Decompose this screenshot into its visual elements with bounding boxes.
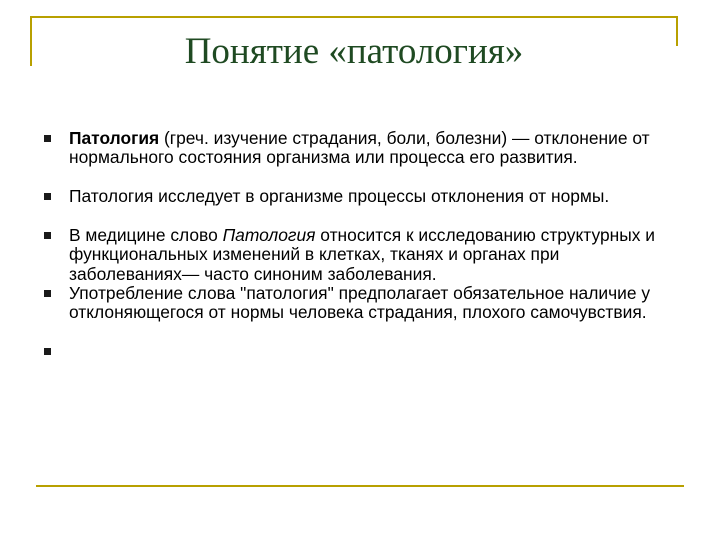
square-bullet-icon [44, 348, 51, 355]
square-bullet-icon [44, 135, 51, 142]
term-pathology: Патология [69, 128, 160, 148]
medicine-term: Патология [222, 225, 316, 245]
bullet-item-empty [44, 342, 664, 361]
bullet-item-definition [44, 129, 664, 187]
bullet-item-medicine [44, 226, 664, 284]
medicine-suffix: относится к исследованию структурных и функциональных изменений в клетках, тканях и органах при заболеваниях— часто синоним заболевания. [69, 225, 655, 284]
medicine-prefix: В медицине слово [69, 225, 223, 245]
frame-bottom-line [36, 485, 684, 487]
definition-text: (греч. изучение страдания, боли, болезни) — отклонение от нормального состояния организма или процесса его развития. [69, 128, 650, 168]
slide-title: Понятие «патология» [184, 31, 524, 72]
square-bullet-icon [44, 290, 51, 297]
bullet-list [44, 129, 664, 361]
bullet-item-usage [44, 284, 664, 342]
usage-text: Употребление слова "патология" предполагает обязательное наличие у отклоняющегося от нормы человека страдания, плохого самочувствия. [69, 283, 651, 323]
study-text: Патология исследует в организме процессы отклонения от нормы. [69, 186, 610, 206]
square-bullet-icon [44, 232, 51, 239]
square-bullet-icon [44, 193, 51, 200]
bullet-item-study [44, 187, 664, 226]
frame-top-line [30, 16, 678, 18]
frame-right-line [676, 16, 678, 46]
